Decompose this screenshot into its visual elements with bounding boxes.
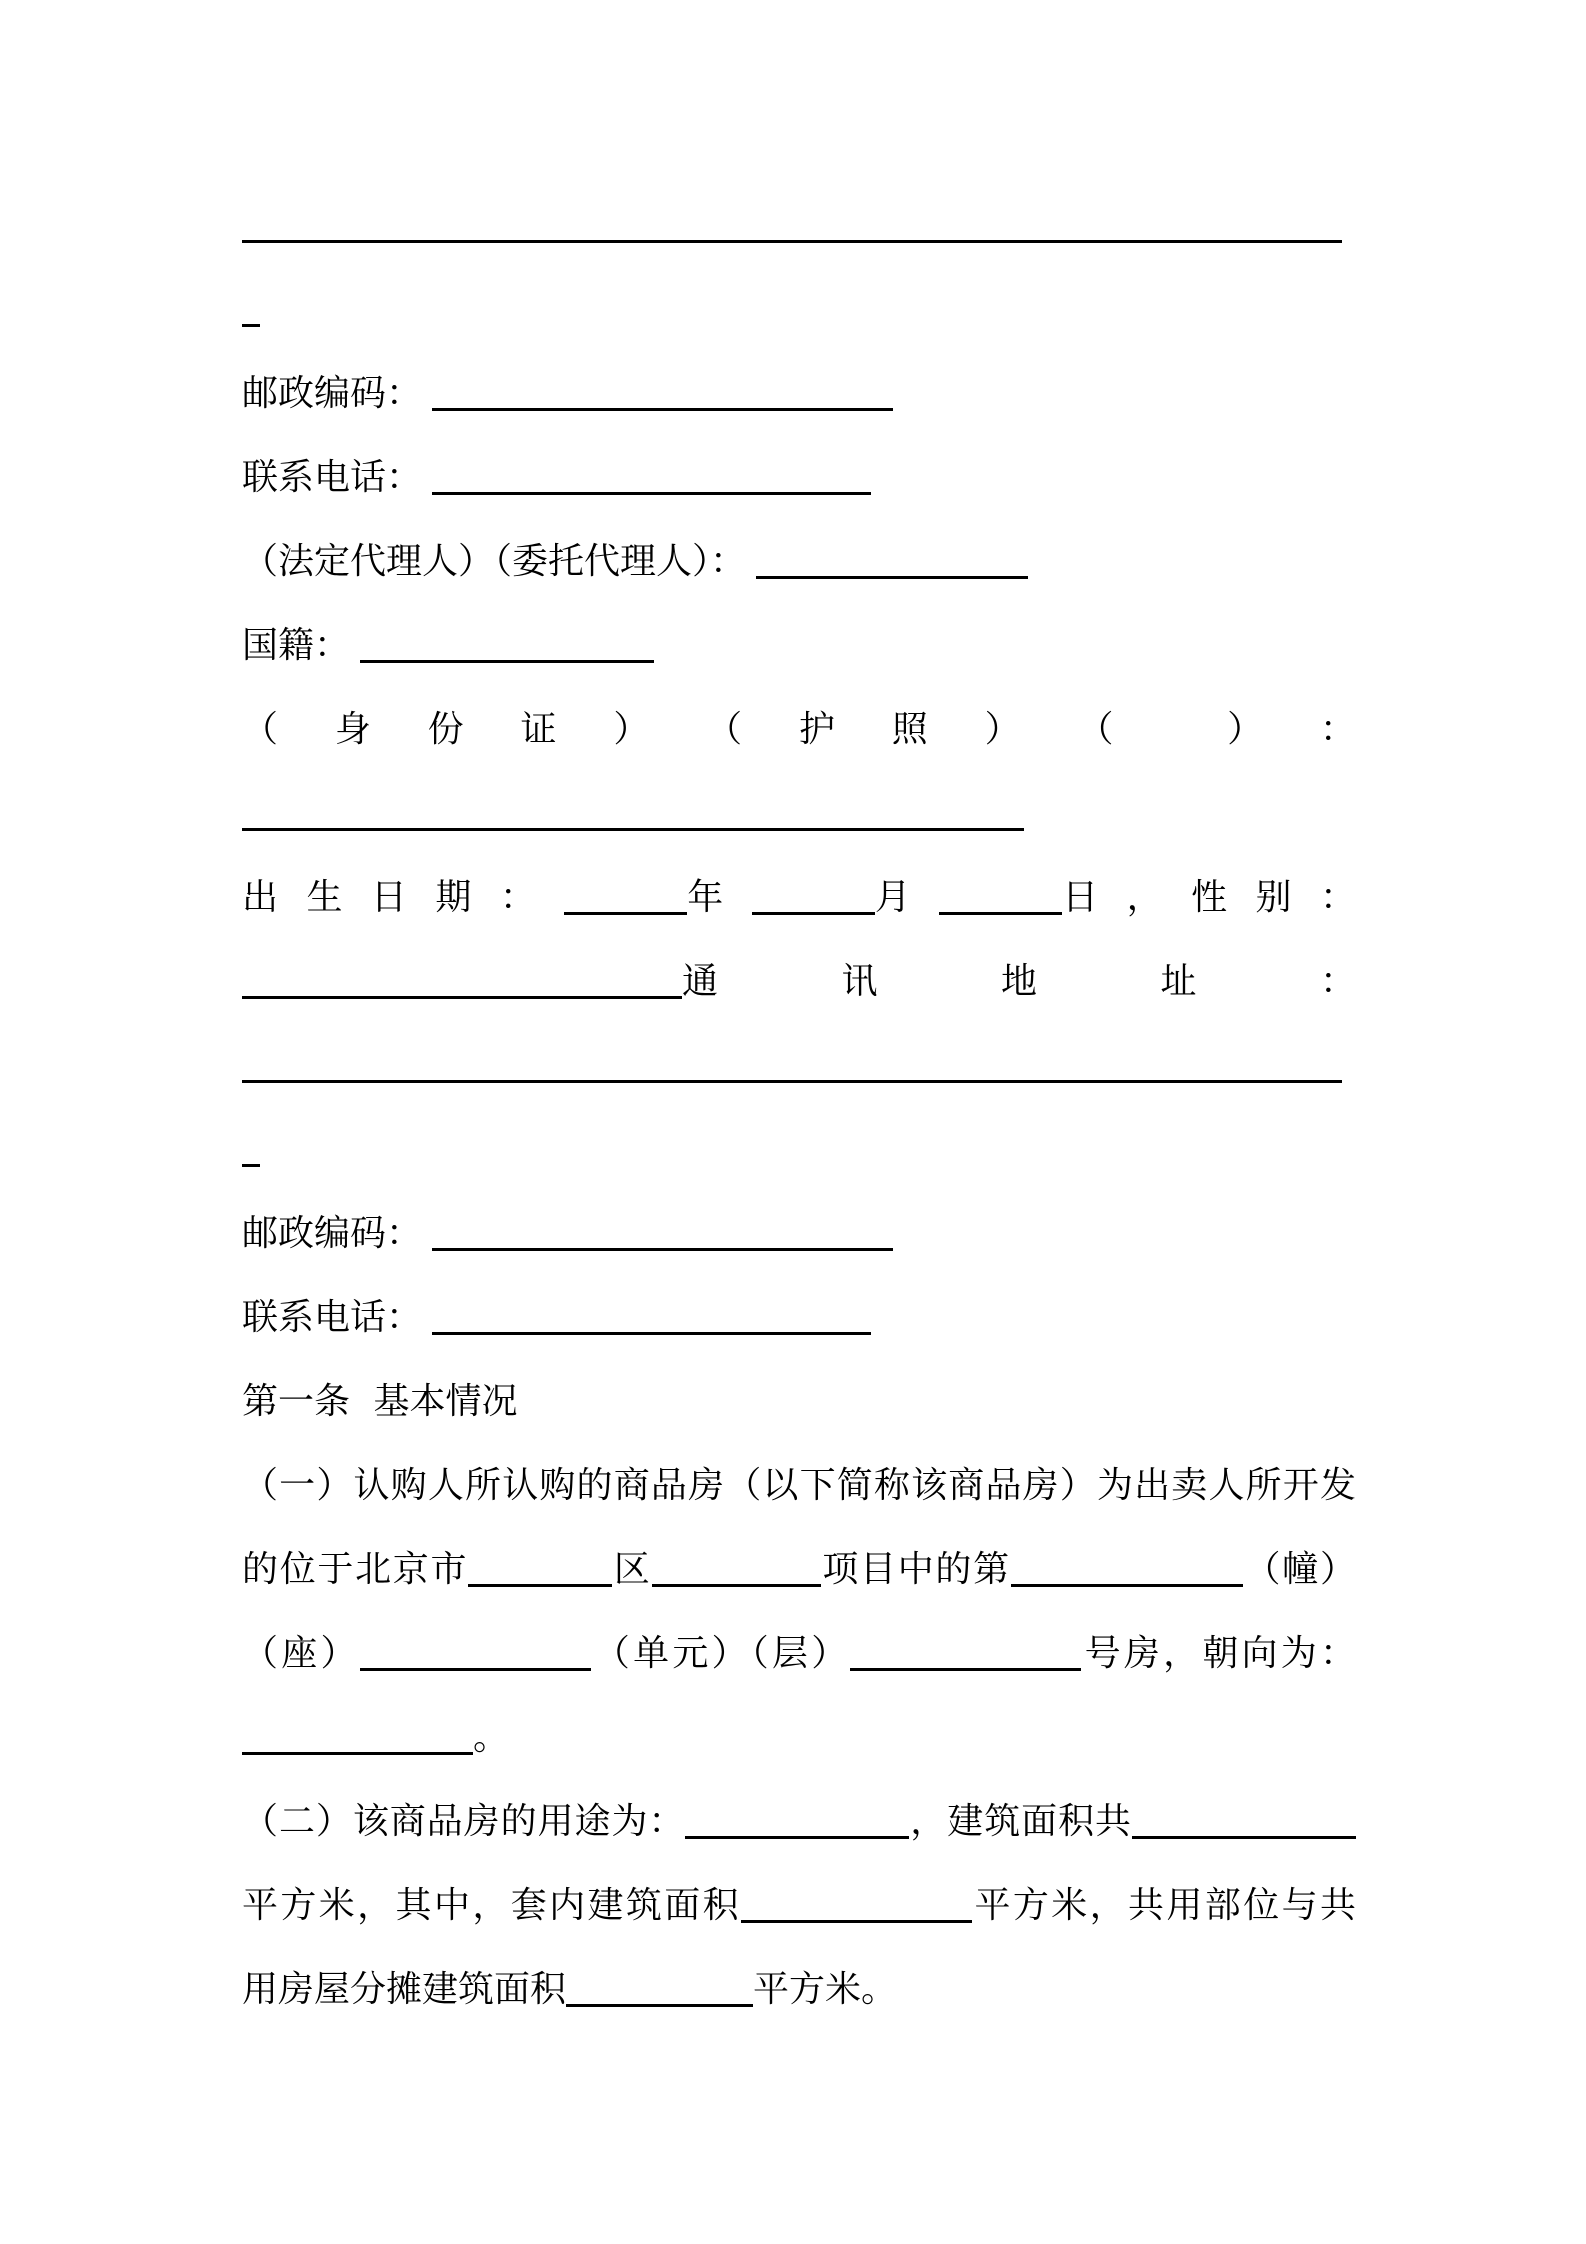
postal-code-blank bbox=[432, 1218, 893, 1251]
buyer-address-blank-tail bbox=[242, 294, 260, 327]
agent-id-type-row bbox=[242, 688, 1356, 772]
phone-label: 联系电话： bbox=[242, 1297, 423, 1338]
room-orientation-label: 号房，朝向为： bbox=[1081, 1633, 1356, 1674]
id-type-char: ） bbox=[984, 709, 1021, 750]
article-1-heading-row bbox=[242, 1360, 1356, 1444]
agent-address-blank-tail bbox=[242, 1134, 260, 1167]
address-label-char: 讯 bbox=[841, 961, 878, 1002]
month-unit: 月 bbox=[874, 877, 911, 918]
nationality-blank bbox=[360, 630, 654, 663]
birth-year-group bbox=[564, 856, 723, 940]
gender-label-char: ， bbox=[1126, 877, 1163, 918]
project-suffix: 项目中的第 bbox=[820, 1549, 1011, 1590]
shared-area-label: 用房屋分摊建筑面积 bbox=[242, 1969, 567, 2010]
id-number-blank bbox=[242, 798, 1024, 831]
agent-phone-row bbox=[242, 1276, 1356, 1360]
clause-2-line-2 bbox=[242, 1864, 1356, 1948]
birth-label-char: 日 bbox=[370, 877, 407, 918]
phone-label: 联系电话： bbox=[242, 457, 423, 498]
id-type-char: ） bbox=[613, 709, 650, 750]
clause-1-line-2 bbox=[242, 1528, 1356, 1612]
buyer-postal-code-row bbox=[242, 352, 1356, 436]
id-type-char: 照 bbox=[891, 709, 928, 750]
id-type-char: ： bbox=[1319, 709, 1356, 750]
usage-label: （二）该商品房的用途为： bbox=[242, 1801, 686, 1842]
sqm-end-label: 平方米。 bbox=[753, 1969, 898, 2010]
agent-gender-address-row bbox=[242, 940, 1356, 1024]
clause-2-line-1 bbox=[242, 1780, 1356, 1864]
gender-address-group bbox=[242, 940, 718, 1024]
address-label-char: 地 bbox=[1000, 961, 1037, 1002]
shared-area-blank bbox=[566, 1974, 753, 2007]
unit-floor-label: （单元）（层） bbox=[590, 1633, 851, 1674]
document-page bbox=[242, 184, 1356, 2032]
birth-year-blank bbox=[564, 882, 687, 915]
area-total-label: ，建筑面积共 bbox=[909, 1801, 1132, 1842]
birth-day-blank bbox=[939, 882, 1062, 915]
gender-label-char: 性 bbox=[1191, 877, 1228, 918]
gender-label-char: ： bbox=[1319, 877, 1356, 918]
unit-blank bbox=[360, 1638, 591, 1671]
id-type-char: 证 bbox=[520, 709, 557, 750]
district-unit: 区 bbox=[612, 1549, 652, 1590]
birth-month-group bbox=[752, 856, 911, 940]
district-blank bbox=[468, 1554, 612, 1587]
clause-1-line-3 bbox=[242, 1612, 1356, 1696]
agent-nationality-row bbox=[242, 604, 1356, 688]
id-type-char: （ bbox=[242, 709, 279, 750]
agent-address-line-tail bbox=[242, 1108, 1356, 1192]
gender-blank bbox=[242, 966, 682, 999]
birth-label-char: 生 bbox=[306, 877, 343, 918]
birth-label-char: ： bbox=[499, 877, 536, 918]
buyer-address-line-tail bbox=[242, 268, 1356, 352]
clause-1-line-4 bbox=[242, 1696, 1356, 1780]
orientation-blank bbox=[242, 1722, 473, 1755]
sqm-shared-label: 平方米，共用部位与共 bbox=[972, 1885, 1356, 1926]
room-blank bbox=[850, 1638, 1081, 1671]
agent-id-number-row bbox=[242, 772, 1356, 856]
buyer-address-blank bbox=[242, 210, 1342, 243]
birth-month-blank bbox=[752, 882, 875, 915]
buyer-address-line bbox=[242, 184, 1356, 268]
id-type-char: 份 bbox=[427, 709, 464, 750]
address-label-char: 址 bbox=[1160, 961, 1197, 1002]
postal-code-label: 邮政编码： bbox=[242, 373, 423, 414]
project-blank bbox=[652, 1554, 821, 1587]
area-total-blank bbox=[1132, 1806, 1356, 1839]
seat-unit: （座） bbox=[242, 1633, 360, 1674]
day-unit: 日 bbox=[1062, 877, 1099, 918]
agent-name-blank bbox=[756, 546, 1028, 579]
year-unit: 年 bbox=[687, 877, 724, 918]
postal-code-label: 邮政编码： bbox=[242, 1213, 423, 1254]
birth-label-char: 出 bbox=[242, 877, 279, 918]
id-type-char: （ bbox=[1077, 709, 1114, 750]
birth-day-group bbox=[939, 856, 1098, 940]
id-type-char: 护 bbox=[798, 709, 835, 750]
agent-postal-code-row bbox=[242, 1192, 1356, 1276]
agent-role-row bbox=[242, 520, 1356, 604]
id-type-char: （ bbox=[706, 709, 743, 750]
id-type-char: ） bbox=[1227, 709, 1264, 750]
location-prefix: 的位于北京市 bbox=[242, 1549, 469, 1590]
phone-blank bbox=[432, 1302, 871, 1335]
id-type-char: 身 bbox=[334, 709, 371, 750]
building-unit: （幢） bbox=[1242, 1549, 1356, 1590]
clause-1-line-1 bbox=[242, 1444, 1356, 1528]
phone-blank bbox=[432, 462, 871, 495]
agent-birth-gender-row bbox=[242, 856, 1356, 940]
sqm-inner-label: 平方米，其中，套内建筑面积 bbox=[242, 1885, 742, 1926]
clause-text: （一）认购人所认购的商品房（以下简称该商品房）为出卖人所开发 bbox=[242, 1465, 1356, 1506]
agent-address-blank bbox=[242, 1050, 1342, 1083]
nationality-label: 国籍： bbox=[242, 625, 351, 666]
postal-code-blank bbox=[432, 378, 893, 411]
building-blank bbox=[1011, 1554, 1243, 1587]
usage-blank bbox=[685, 1806, 909, 1839]
clause-period: 。 bbox=[473, 1717, 510, 1758]
gender-label-char: 别 bbox=[1255, 877, 1292, 918]
inner-area-blank bbox=[741, 1890, 972, 1923]
article-heading: 第一条 基本情况 bbox=[242, 1381, 518, 1422]
address-label-char: 通 bbox=[682, 961, 719, 1002]
agent-role-label: （法定代理人）（委托代理人）： bbox=[242, 541, 747, 582]
buyer-phone-row bbox=[242, 436, 1356, 520]
birth-label-char: 期 bbox=[435, 877, 472, 918]
clause-2-line-3 bbox=[242, 1948, 1356, 2032]
agent-address-line bbox=[242, 1024, 1356, 1108]
address-label-char: ： bbox=[1319, 961, 1356, 1002]
